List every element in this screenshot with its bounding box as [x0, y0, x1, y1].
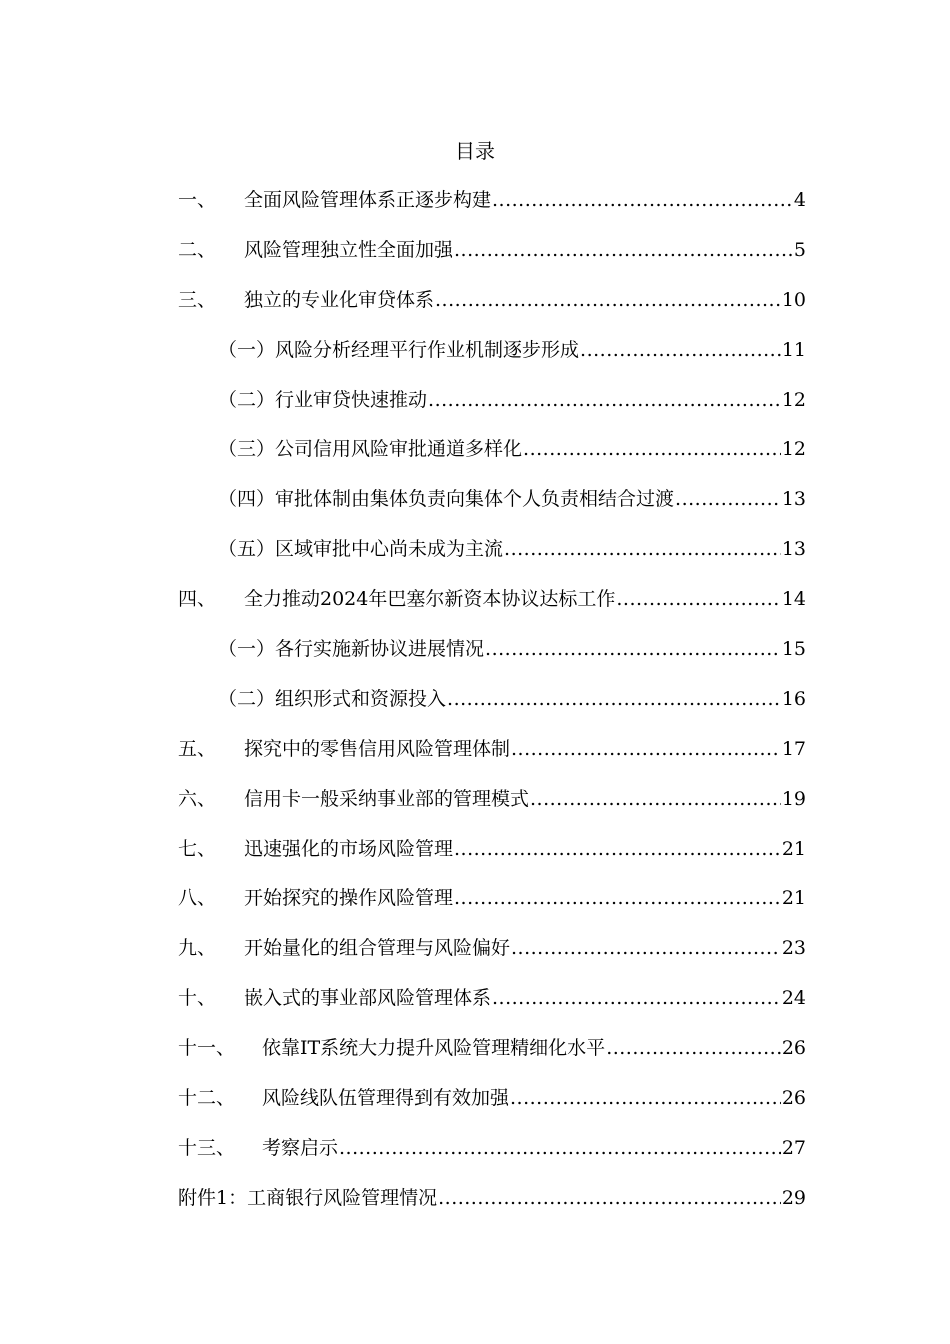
- table-of-contents: [178, 185, 806, 1233]
- toc-entry-title: 工商银行风险管理情况: [247, 1186, 438, 1209]
- toc-entry-page: 26: [781, 1037, 806, 1060]
- dot-leader: [454, 235, 793, 265]
- toc-entry-title: 开始量化的组合管理与风险偏好: [244, 937, 511, 960]
- toc-entry-number: （一）: [218, 338, 276, 361]
- toc-entry[interactable]: [178, 883, 806, 933]
- toc-entry-page: 26: [781, 1087, 806, 1110]
- toc-entry-number: 四、: [178, 588, 217, 611]
- toc-entry-title: 行业审贷快速推动: [275, 388, 428, 411]
- toc-entry-title: 公司信用风险审批通道多样化: [275, 438, 523, 461]
- toc-subentry[interactable]: [178, 484, 806, 534]
- toc-entry-title: 全力推动2024年巴塞尔新资本协议达标工作: [244, 588, 616, 611]
- toc-entry-number: （二）: [218, 687, 276, 710]
- dot-leader: [438, 1183, 781, 1213]
- toc-entry-page: 27: [781, 1136, 806, 1159]
- toc-entry-page: 16: [781, 687, 806, 710]
- toc-subentry[interactable]: [178, 534, 806, 584]
- toc-entry-title: 嵌入式的事业部风险管理体系: [244, 987, 492, 1010]
- toc-entry-page: 14: [781, 588, 806, 611]
- toc-entry[interactable]: [178, 734, 806, 784]
- toc-entry-page: 19: [781, 787, 806, 810]
- toc-entry-title: 探究中的零售信用风险管理体制: [244, 737, 511, 760]
- toc-entry-number: 十二、: [178, 1087, 236, 1110]
- toc-entry-page: 21: [781, 887, 806, 910]
- toc-subentry[interactable]: [178, 335, 806, 385]
- toc-entry-page: 23: [781, 937, 806, 960]
- dot-leader: [510, 1083, 781, 1113]
- toc-heading: 目录: [455, 139, 495, 163]
- toc-entry[interactable]: [178, 185, 806, 235]
- toc-entry[interactable]: [178, 983, 806, 1033]
- toc-entry-title: 风险线队伍管理得到有效加强: [262, 1087, 510, 1110]
- toc-entry-title: 全面风险管理体系正逐步构建: [244, 189, 492, 211]
- toc-entry-title: 开始探究的操作风险管理: [244, 887, 454, 910]
- toc-entry-number: （二）: [218, 388, 276, 411]
- toc-appendix-entry[interactable]: [178, 1183, 806, 1233]
- dot-leader: [435, 285, 781, 315]
- toc-entry-number: 附件1：: [178, 1186, 248, 1209]
- toc-subentry[interactable]: [178, 385, 806, 435]
- toc-entry-page: 29: [781, 1186, 806, 1209]
- toc-entry-title: 信用卡一般采纳事业部的管理模式: [244, 787, 530, 810]
- toc-entry-number: 一、: [178, 189, 217, 211]
- toc-entry[interactable]: [178, 235, 806, 285]
- dot-leader: [428, 385, 781, 415]
- dot-leader: [504, 534, 781, 564]
- toc-entry-number: 七、: [178, 837, 217, 860]
- dot-leader: [675, 484, 781, 514]
- toc-entry[interactable]: [178, 933, 806, 983]
- toc-entry-number: 三、: [178, 288, 217, 311]
- toc-entry-number: 六、: [178, 787, 217, 810]
- toc-entry[interactable]: [178, 1033, 806, 1083]
- dot-leader: [511, 933, 781, 963]
- toc-entry-page: 11: [781, 338, 806, 361]
- toc-entry[interactable]: [178, 285, 806, 335]
- toc-entry-title: 区域审批中心尚未成为主流: [275, 538, 504, 561]
- dot-leader: [485, 634, 781, 664]
- dot-leader: [454, 883, 781, 913]
- toc-entry-title: 各行实施新协议进展情况: [275, 638, 485, 661]
- toc-entry-page: 10: [781, 288, 806, 311]
- toc-entry-number: 十一、: [178, 1037, 236, 1060]
- toc-entry[interactable]: [178, 584, 806, 634]
- toc-entry-page: 4: [793, 189, 806, 211]
- toc-entry[interactable]: [178, 1083, 806, 1133]
- dot-leader: [492, 983, 781, 1013]
- toc-entry-number: 二、: [178, 238, 217, 261]
- dot-leader: [606, 1033, 781, 1063]
- toc-entry-page: 24: [781, 987, 806, 1010]
- dot-leader: [511, 734, 781, 764]
- toc-entry-page: 5: [793, 238, 806, 261]
- toc-entry-page: 21: [781, 837, 806, 860]
- toc-entry-page: 13: [781, 488, 806, 511]
- dot-leader: [339, 1133, 781, 1163]
- toc-entry-page: 13: [781, 538, 806, 561]
- toc-entry-page: 12: [781, 388, 806, 411]
- toc-entry-number: 八、: [178, 887, 217, 910]
- toc-entry-title: 审批体制由集体负责向集体个人负责相结合过渡: [275, 488, 675, 511]
- dot-leader: [492, 185, 793, 215]
- toc-entry-number: （五）: [218, 538, 276, 561]
- toc-entry-title: 依靠IT系统大力提升风险管理精细化水平: [262, 1037, 606, 1060]
- toc-entry-number: （三）: [218, 438, 276, 461]
- toc-entry-page: 17: [781, 737, 806, 760]
- toc-entry-title: 风险分析经理平行作业机制逐步形成: [275, 338, 580, 361]
- toc-entry-page: 15: [781, 638, 806, 661]
- toc-entry-title: 考察启示: [262, 1136, 339, 1159]
- toc-entry-title: 独立的专业化审贷体系: [244, 288, 435, 311]
- toc-entry-number: 十三、: [178, 1136, 236, 1159]
- dot-leader: [616, 584, 780, 614]
- toc-entry[interactable]: [178, 784, 806, 834]
- toc-entry-number: 九、: [178, 937, 217, 960]
- toc-entry-number: 十、: [178, 987, 217, 1010]
- dot-leader: [530, 784, 781, 814]
- toc-subentry[interactable]: [178, 634, 806, 684]
- toc-entry-number: （一）: [218, 638, 276, 661]
- dot-leader: [523, 434, 781, 464]
- toc-entry-title: 迅速强化的市场风险管理: [244, 837, 454, 860]
- toc-entry-title: 组织形式和资源投入: [275, 687, 447, 710]
- toc-subentry[interactable]: [178, 684, 806, 734]
- toc-entry-page: 12: [781, 438, 806, 461]
- toc-entry[interactable]: [178, 834, 806, 884]
- dot-leader: [454, 834, 781, 864]
- toc-entry-number: 五、: [178, 737, 217, 760]
- toc-subentry[interactable]: [178, 434, 806, 484]
- dot-leader: [580, 335, 781, 365]
- toc-entry[interactable]: [178, 1133, 806, 1183]
- toc-entry-number: （四）: [218, 488, 276, 511]
- toc-entry-title: 风险管理独立性全面加强: [244, 238, 454, 261]
- dot-leader: [447, 684, 781, 714]
